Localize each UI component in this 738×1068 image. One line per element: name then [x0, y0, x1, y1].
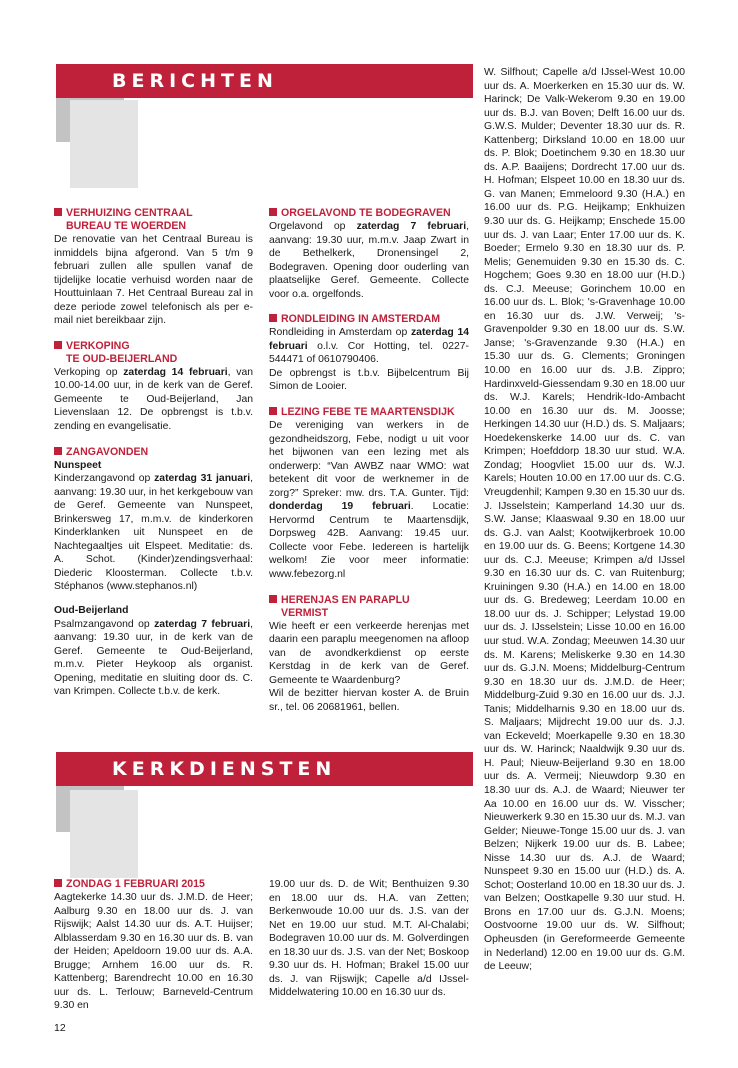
date-heading: ZONDAG 1 FEBRUARI 2015	[54, 878, 253, 891]
article-sublabel: Nunspeet	[54, 459, 102, 471]
article-body: Kinderzangavond op zaterdag 31 januari, aanvang: 19.30 uur, in het kerkgebouw van de Geref. Gemeente van Nunspeet, Brinkersweg 17, m.m.v. de kinderkoren Kinderklanken uit Nunspeet en de Nachtegaaltjes uit Elspeet. Meditatie: ds. A. Schot. (Kinder)zendingsverhaal: Diederic Kloosterman. Collecte t.b.v. Stéphanos (www.stephanos.nl)	[54, 473, 253, 593]
service-listing: Aagtekerke 14.30 uur ds. J.M.D. de Heer; Aalburg 9.30 en 18.00 uur ds. J. van Rijswijk; Aalst 14.30 uur ds. A.T. Huijser; Alblasserdam 9.30 en 16.30 uur ds. B. van der Heiden; Apeldoorn 19.00 uur ds. A.A. Brugge; Arnhem 16.00 uur ds. R. Kattenberg; Barendrecht 10.00 en 16.30 uur ds. L. Terlouw; Barneveld-Centrum 9.30 en	[54, 892, 253, 1012]
bullet-square-icon	[269, 595, 277, 603]
article-body: Wil de bezitter hiervan koster A. de Bruin sr., tel. 06 20681961, bellen.	[269, 688, 469, 713]
bullet-square-icon	[54, 447, 62, 455]
service-listing: W. Silfhout; Capelle a/d IJssel-West 10.00 uur ds. A. Moerkerken en 15.30 uur ds. W. Harinck; De Valk-Wekerom 9.30 en 19.00 uur ds. B.J. van Boven; Delft 16.00 uur ds. G.W.S. Mulder; Deventer 18.30 uur ds. R. Kattenberg; Dirksland 10.00 en 18.00 uur ds. P. Blok; Doetinchem 9.30 en 18.30 uur ds. A.P. Baaijens; Dordrecht 17.00 uur ds. H. Hofman; Elspeet 10.00 en 18.30 uur ds. G. van Manen; Emmeloord 9.30 (H.A.) en 16.00 uur ds. P.G. Heijkamp; Enkhuizen 9.30 uur ds. G. Heijkamp; Enschede 15.00 uur ds. J. van Laar; Enter 17.00 uur ds. K. Boeder; Ermelo 9.30 en 18.30 uur ds. P. Melis; Genemuiden 9.30 en 15.30 ds. C. Hogchem; Goes 9.30 en 18.00 uur (H.D.) ds. C.J. Meeuse; Gorinchem 10.00 en 16.00 uur ds. L. Blok; 's-Gravenhage 10.00 en 16.30 uur ds. J.W. Verweij; 's-Gravenpolder 9.30 en 18.00 uur ds. S.W. Janse; 's-Gravenzande 9.30 (H.A.) en 15.30 uur ds. G. Clements; Groningen 10.00 en 16.00 uur ds. J.B. Zippro; Hardinxveld-Giessendam 9.30 en 18.00 uur ds. W.J. Karels; Hendrik-Ido-Ambacht 10.00 en 16.30 uur ds. M. Joosse; Herkingen 14.30 uur (H.D.) ds. S. Maljaars; Hoedekenskerke 14.00 uur ds. C. van Krimpen; Hoefddorp 18.30 uur stud. W.A. Zondag; Hoogvliet 15.00 uur ds. W.J. Karels; Houten 10.00 en 17.00 uur ds. C.G. Vreugdenhil; Kampen 9.30 en 15.30 uur ds. J. IJsselstein; Kamperland 14.30 uur ds. S.W. Janse; Klaaswaal 9.30 en 18.00 uur ds. G.J. van Aalst; Kootwijkerbroek 10.00 en 19.00 uur ds. G. Beens; Kortgene 14.30 uur ds. C.J. Meeuse; Krimpen a/d IJssel 9.30 en 16.30 uur ds. C. van Ruitenburg; Kruiningen 9.30 (H.A.) en 14.00 en 18.00 uur ds. G. Bredeweg; Leerdam 10.00 en 18.00 uur ds. J. Schipper; Lelystad 19.00 uur ds. J. IJsselstein; Lisse 10.00 en 16.00 uur stud. W.A. Zondag; Meeuwen 14.30 uur ds. M. Karens; Meliskerke 9.30 en 14.30 uur ds. G.J.N. Moens; Middelburg-Centrum 9.30 en 18.30 uur ds. J.M.D. de Heer; Middelburg-Zuid 9.30 en 16.00 uur ds. J.J. Tanis; Middelharnis 9.30 en 18.00 uur ds. S. Maljaars; Mijdrecht 19.00 uur ds. J.J. van Eckeveld; Moerkapelle 9.30 en 18.30 uur ds. W. Harinck; Naaldwijk 9.30 uur ds. H. Paul; Nieuw-Beijerland 9.30 en 18.00 uur ds. A. Vermeij; Nieuwdorp 9.30 en 18.30 uur ds. A.J. de Waard; Nieuwer ter Aa 10.00 en 16.00 uur ds. W. Visscher; Nieuwerkerk 9.30 en 15.30 uur ds. M.J. van Gelder; Nieuwe-Tonge 15.00 uur ds. J. van Belzen; Nijkerk 19.00 uur ds. B. Labee; Nisse 14.30 uur ds. A.J. de Waard; Nunspeet 9.30 en 15.00 uur (H.D.) ds. A. Schot; Oosterland 10.00 en 18.30 uur ds. J. van Belzen; Oostkapelle 9.30 uur stud. H. Brons en 17.00 uur ds. G.J.N. Moens; Oostvoorne 19.00 uur ds. W. Silfhout; Opheusden (in Gereformeerde Gemeente in Nederland) 12.00 en 19.00 uur ds. G.M. de Leeuw;	[484, 67, 686, 973]
article-heading: HERENJAS EN PARAPLU VERMIST	[269, 594, 469, 620]
article-body: De renovatie van het Centraal Bureau is inmiddels bijna afgerond. Van 5 t/m 9 februari zullen alle spullen vanaf de tijdelijke locatie verhuisd worden naar de Houttuinlaan 7. Het Centraal Bureau zal in deze periode zowel telefonisch als per e-mail niet bereikbaar zijn.	[54, 234, 253, 327]
berichten-column-1	[54, 207, 253, 699]
section-title-berichten: BERICHTEN	[56, 64, 473, 98]
article-heading: RONDLEIDING IN AMSTERDAM	[269, 313, 469, 326]
article-heading: ZANGAVONDEN	[54, 446, 253, 459]
decorative-block-light	[70, 790, 138, 878]
bullet-square-icon	[54, 208, 62, 216]
article-heading: VERKOPING TE OUD-BEIJERLAND	[54, 340, 253, 366]
section-title-kerkdiensten: KERKDIENSTEN	[56, 752, 473, 786]
service-listing: 19.00 uur ds. D. de Wit; Benthuizen 9.30 en 18.00 uur ds. H.A. van Zetten; Berkenwoude 10.00 uur ds. J.S. van der Net en 19.00 uur stud. M.T. Al-Chalabi; Bodegraven 10.00 uur ds. M. Golverdingen en 18.30 uur ds. J.S. van der Net; Boskoop 9.30 uur ds. H. Hofman; Brakel 15.00 uur ds. J. van Rijswijk; Capelle a/d IJssel-Middelwatering 10.00 en 16.30 uur ds.	[269, 879, 469, 999]
article-body: Rondleiding in Amsterdam op zaterdag 14 februari o.l.v. Cor Hotting, tel. 0227-544471 of 0610790406.	[269, 327, 469, 366]
article-sublabel: Oud-Beijerland	[54, 605, 129, 617]
decorative-block-light	[70, 100, 138, 188]
berichten-column-2	[269, 207, 469, 714]
article-body: De vereniging van werkers in de gezondheidszorg, Febe, nodigt u uit voor het bijwonen van een lezing met als onderwerp: “Van AWBZ naar WMO: wat betekent dit voor de werknemer in de zorg?” Spreker: mw. drs. T.A. Gunter. Tijd: donderdag 19 februari. Locatie: Hervormd Centrum te Maartensdijk, Dorpsweg 42B. Aanvang: 19.45 uur. Collecte voor Febe. Iedereen is hartelijk welkom! Zie voor meer informatie: www.febezorg.nl	[269, 420, 470, 581]
bullet-square-icon	[269, 314, 277, 322]
article-heading: VERHUIZING CENTRAAL BUREAU TE WOERDEN	[54, 207, 253, 233]
article-heading: ORGELAVOND TE BODEGRAVEN	[269, 207, 469, 220]
page-number: 12	[54, 1022, 66, 1034]
article-body: Orgelavond op zaterdag 7 februari, aanvang: 19.30 uur, m.m.v. Jaap Zwart in de Bethelkerk, Dronensingel 2, Bodegraven. Opening door ouderling van plaatselijke Geref. Gemeente. Collecte voor o.a. orgelfonds.	[269, 221, 469, 300]
article-heading: LEZING FEBE TE MAARTENSDIJK	[269, 406, 469, 419]
kerkdiensten-column-2	[269, 878, 469, 1000]
bullet-square-icon	[54, 341, 62, 349]
bullet-square-icon	[269, 208, 277, 216]
article-body: Wie heeft er een verkeerde herenjas met daarin een paraplu meegenomen na afloop van de avondkerkdienst op eerste Kerstdag in de kerk van de Geref. Gemeente te Waardenburg?	[269, 620, 469, 686]
article-body: Verkoping op zaterdag 14 februari, van 10.00-14.00 uur, in de kerk van de Geref. Gemeente te Oud-Beijerland, Jan Lievenslaan 12. De opbrengst is t.b.v. zending en evangelisatie.	[54, 366, 254, 433]
bullet-square-icon	[269, 407, 277, 415]
kerkdiensten-column-1	[54, 878, 253, 1013]
article-body: De opbrengst is t.b.v. Bijbelcentrum Bij Simon de Looier.	[269, 367, 469, 393]
article-body: Psalmzangavond op zaterdag 7 februari, aanvang: 19.30 uur, in de kerk van de Geref. Gemeente te Oud-Beijerland, m.m.v. Pieter Heykoop als organist. Opening, meditatie en sluiting door ds. C. van Krimpen. Collecte t.b.v. de kerk.	[54, 618, 253, 698]
bullet-square-icon	[54, 879, 62, 887]
kerkdiensten-column-3	[484, 66, 685, 974]
